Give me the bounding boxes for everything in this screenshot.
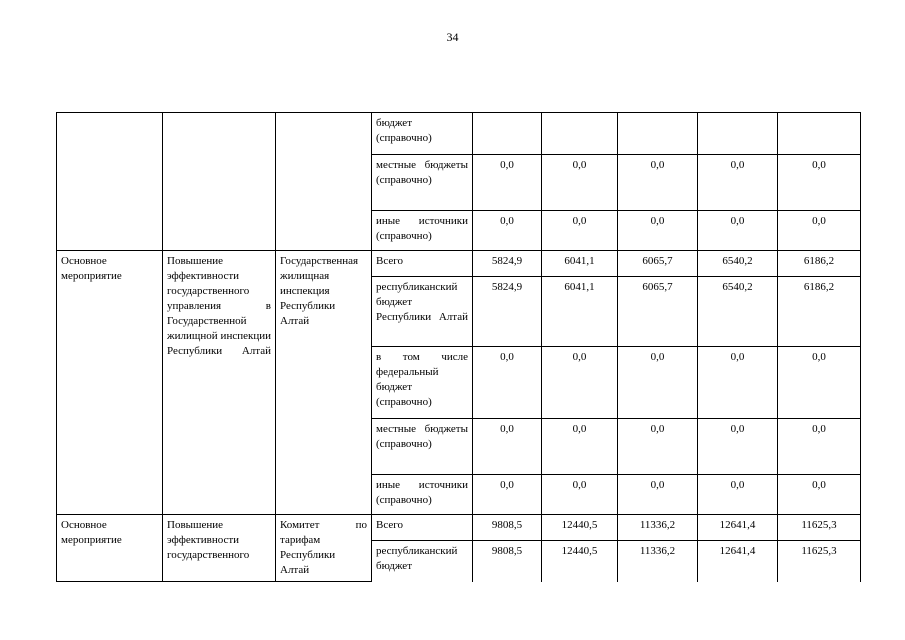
- value-cell: 0,0: [618, 211, 698, 251]
- funding-source-cell: республиканский бюджет Республики Алтай: [372, 277, 473, 347]
- measure-name-cell: Повышение эффективности государственного управления в Государственной жилищной инспекции Республики Алтай: [163, 251, 276, 515]
- value-cell: 0,0: [542, 419, 618, 475]
- value-cell: 5824,9: [473, 277, 542, 347]
- value-cell: 9808,5: [473, 515, 542, 541]
- measure-type-cell: [57, 113, 163, 251]
- executor-cell: [276, 113, 372, 251]
- measure-type-cell: Основное мероприятие: [57, 515, 163, 582]
- value-cell: 11625,3: [778, 541, 861, 582]
- value-cell: 0,0: [778, 475, 861, 515]
- value-cell: 0,0: [698, 211, 778, 251]
- page-number: 34: [446, 30, 459, 44]
- funding-source-cell: Всего: [372, 251, 473, 277]
- measure-type-cell: Основное мероприятие: [57, 251, 163, 515]
- value-cell: 0,0: [778, 419, 861, 475]
- executor-cell: Государственная жилищная инспекция Республики Алтай: [276, 251, 372, 515]
- table-row: [57, 515, 861, 541]
- value-cell: 11625,3: [778, 515, 861, 541]
- value-cell: 12641,4: [698, 515, 778, 541]
- value-cell: 6540,2: [698, 277, 778, 347]
- value-cell: 0,0: [473, 211, 542, 251]
- value-cell: 0,0: [698, 419, 778, 475]
- funding-source-cell: республиканский бюджет: [372, 541, 473, 582]
- table-row: [57, 251, 861, 277]
- value-cell: 5824,9: [473, 251, 542, 277]
- value-cell: 11336,2: [618, 541, 698, 582]
- value-cell: 12440,5: [542, 515, 618, 541]
- value-cell: 0,0: [542, 475, 618, 515]
- value-cell: 11336,2: [618, 515, 698, 541]
- value-cell: 6186,2: [778, 251, 861, 277]
- funding-source-cell: Всего: [372, 515, 473, 541]
- value-cell: 0,0: [542, 211, 618, 251]
- value-cell: 6065,7: [618, 277, 698, 347]
- value-cell: 0,0: [698, 347, 778, 419]
- value-cell: [698, 113, 778, 155]
- value-cell: [473, 113, 542, 155]
- value-cell: 0,0: [698, 155, 778, 211]
- measure-name-cell: [163, 113, 276, 251]
- value-cell: 6041,1: [542, 277, 618, 347]
- value-cell: 6041,1: [542, 251, 618, 277]
- table-row: [57, 113, 861, 155]
- funding-source-cell: бюджет (справочно): [372, 113, 473, 155]
- value-cell: 6540,2: [698, 251, 778, 277]
- funding-source-cell: иные источники (справочно): [372, 211, 473, 251]
- measure-name-cell: Повышение эффективности государственного: [163, 515, 276, 582]
- value-cell: 0,0: [473, 155, 542, 211]
- value-cell: 6186,2: [778, 277, 861, 347]
- value-cell: 0,0: [618, 155, 698, 211]
- value-cell: 0,0: [542, 347, 618, 419]
- value-cell: 12440,5: [542, 541, 618, 582]
- value-cell: 0,0: [542, 155, 618, 211]
- funding-source-cell: иные источники (справочно): [372, 475, 473, 515]
- value-cell: 0,0: [778, 155, 861, 211]
- value-cell: 0,0: [698, 475, 778, 515]
- value-cell: 0,0: [618, 419, 698, 475]
- funding-table: [56, 112, 861, 582]
- funding-source-cell: местные бюджеты (справочно): [372, 155, 473, 211]
- value-cell: 12641,4: [698, 541, 778, 582]
- funding-source-cell: местные бюджеты (справочно): [372, 419, 473, 475]
- value-cell: 0,0: [473, 347, 542, 419]
- value-cell: 0,0: [473, 419, 542, 475]
- value-cell: 0,0: [778, 347, 861, 419]
- value-cell: 0,0: [618, 347, 698, 419]
- value-cell: 6065,7: [618, 251, 698, 277]
- value-cell: [778, 113, 861, 155]
- value-cell: [542, 113, 618, 155]
- value-cell: 0,0: [473, 475, 542, 515]
- value-cell: 0,0: [778, 211, 861, 251]
- value-cell: 9808,5: [473, 541, 542, 582]
- funding-source-cell: в том числе федеральный бюджет (справочно): [372, 347, 473, 419]
- executor-cell: Комитет по тарифам Республики Алтай: [276, 515, 372, 582]
- value-cell: 0,0: [618, 475, 698, 515]
- value-cell: [618, 113, 698, 155]
